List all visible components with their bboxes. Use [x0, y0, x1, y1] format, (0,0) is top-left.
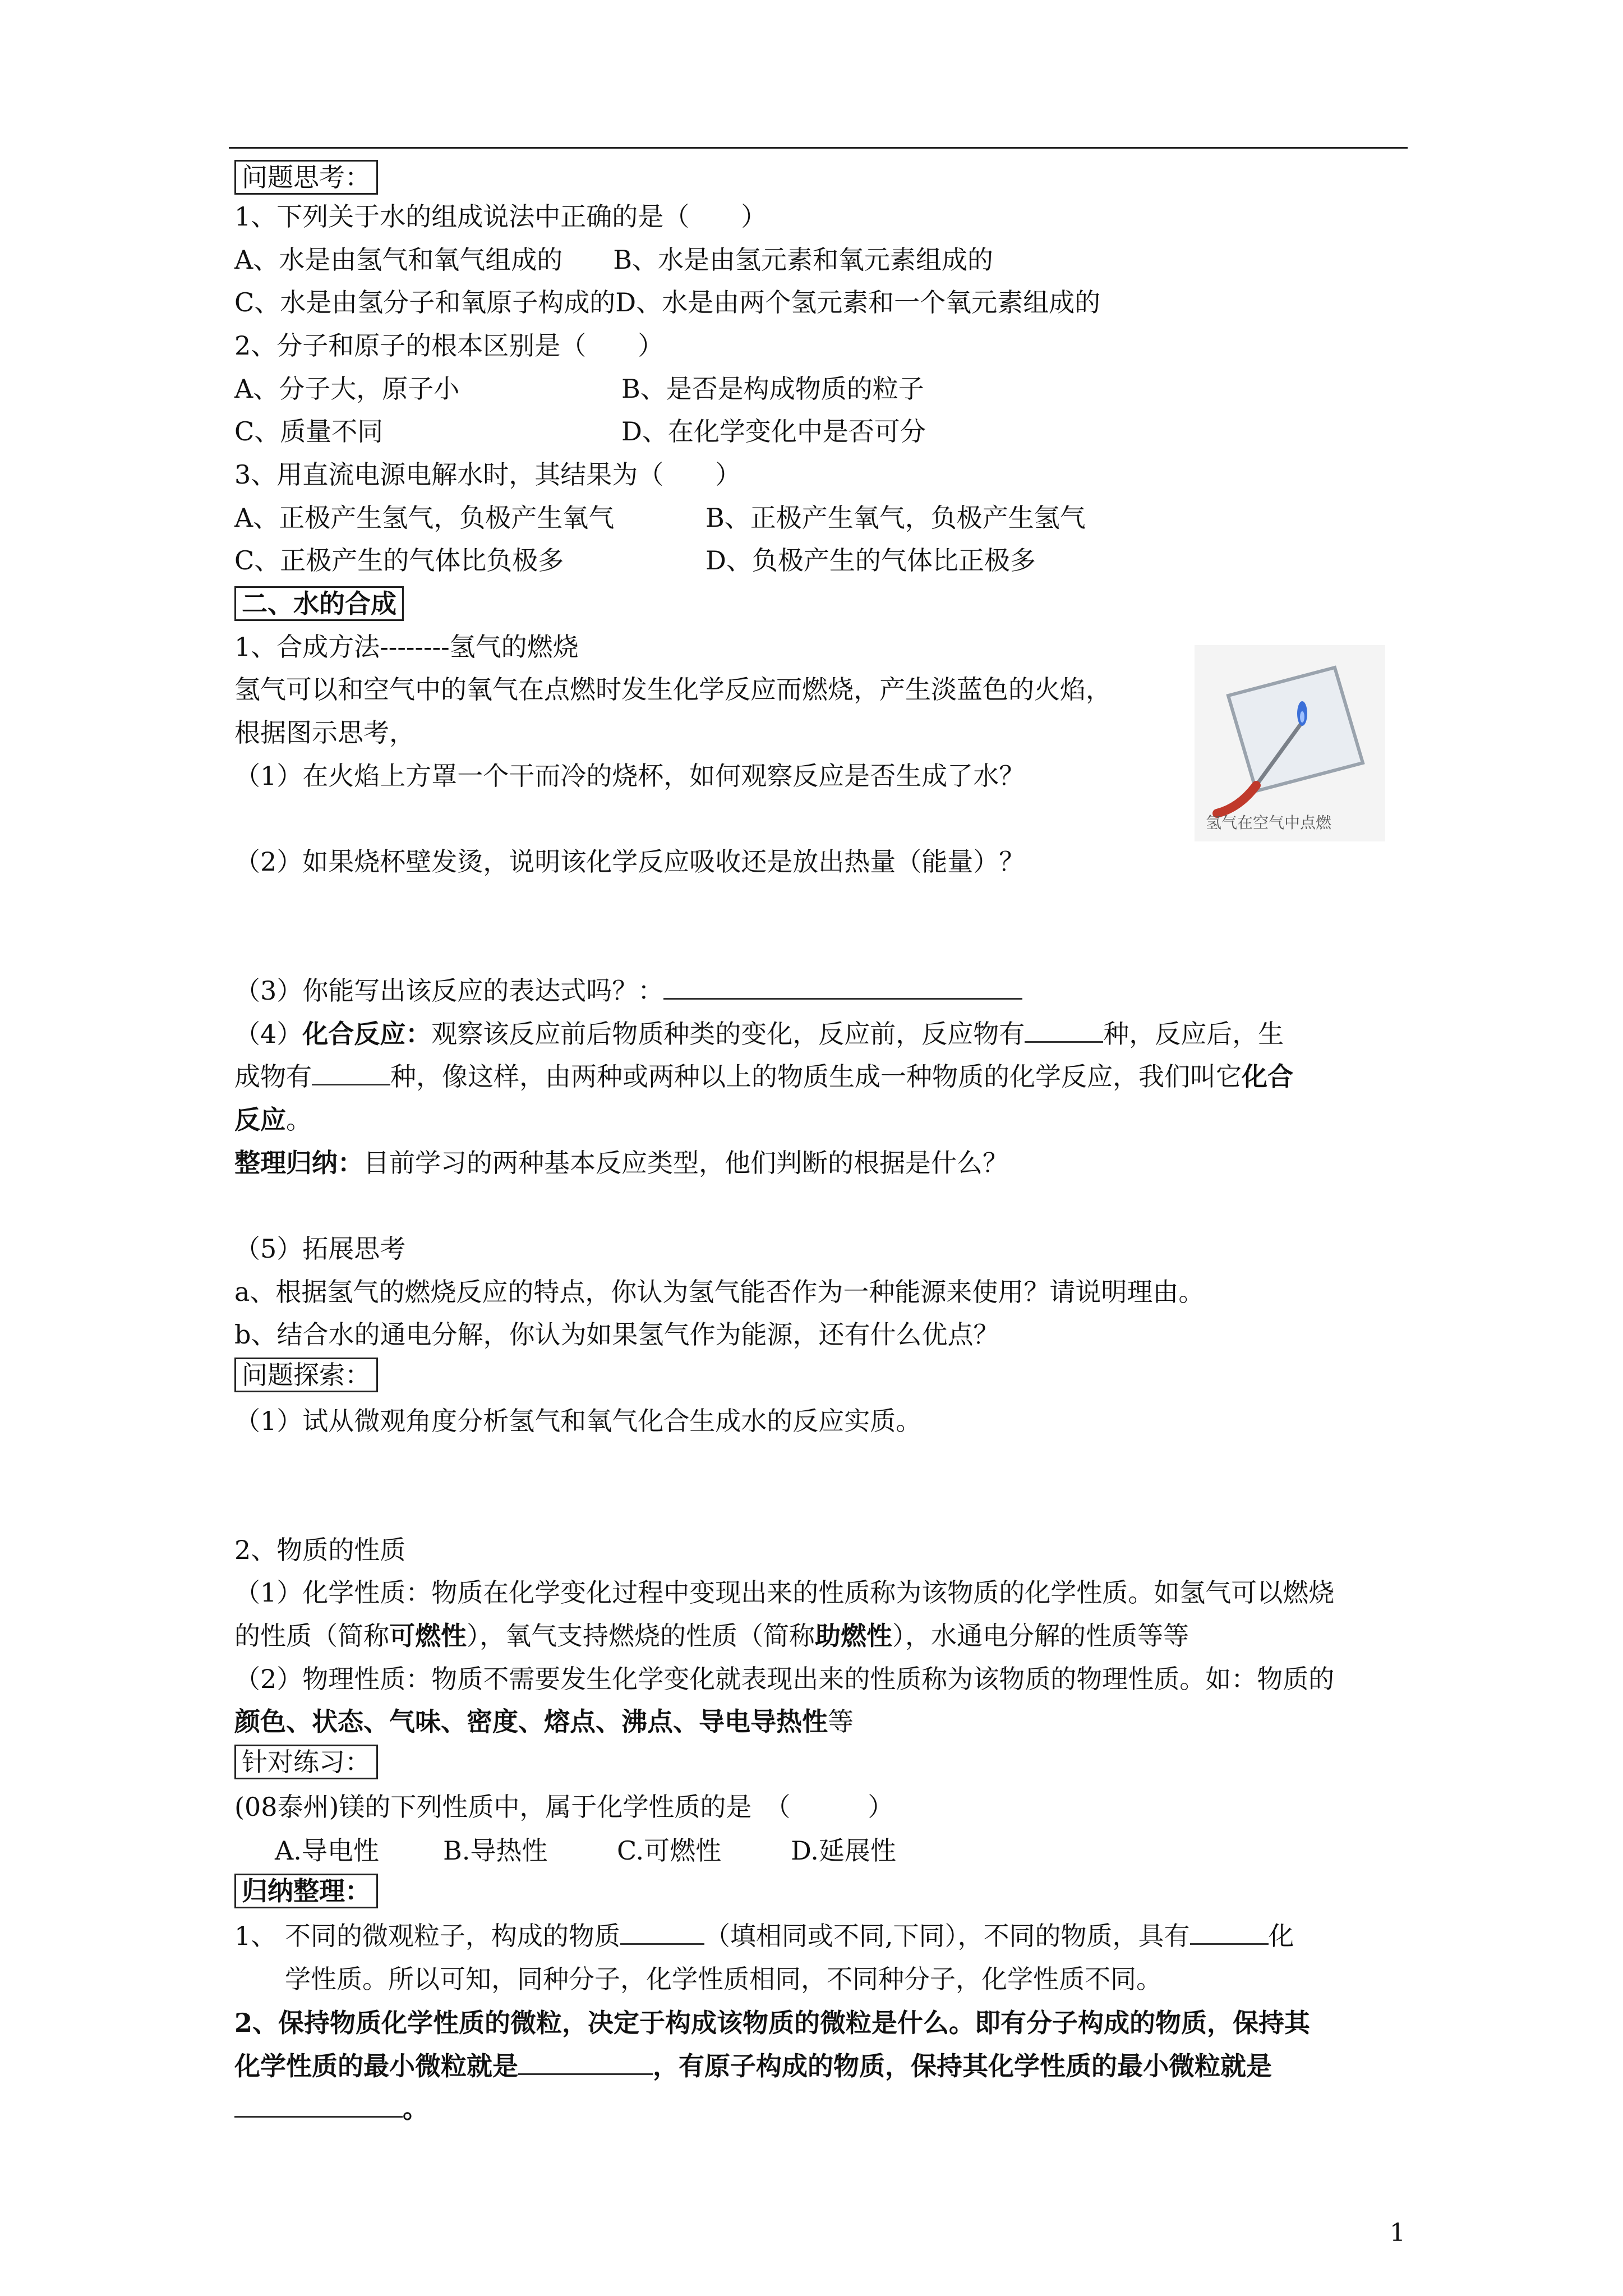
- extension-question-a: a、根据氢气的燃烧反应的特点，你认为氢气能否作为一种能源来使用？请说明理由。: [234, 1277, 1205, 1307]
- question-1-options-ab: A、水是由氢气和氧气组成的 B、水是由氢元素和氧元素组成的: [234, 245, 994, 275]
- physical-property-line-2: 颜色、状态、气味、密度、熔点、沸点、导电导热性等: [234, 1706, 854, 1737]
- practice-heading: 针对练习：: [234, 1745, 378, 1779]
- wrap-up-1-line-1: 1、 不同的微观粒子，构成的物质 （填相同或不同,下同），不同的物质，具有 化: [234, 1921, 1294, 1951]
- synthesis-paragraph-2: 根据图示思考，: [234, 717, 415, 748]
- synthesis-question-2: （2）如果烧杯壁发烫，说明该化学反应吸收还是放出热量（能量）？: [234, 846, 1025, 877]
- header-rule: [229, 147, 1408, 149]
- summary-line: 整理归纳：目前学习的两种基本反应类型，他们判断的根据是什么？: [234, 1148, 1008, 1178]
- question-3: 3、用直流电源电解水时，其结果为（ ）: [234, 459, 741, 490]
- figure-caption: 氢气在空气中点燃: [1206, 813, 1332, 832]
- explore-question-1: （1）试从微观角度分析氢气和氧气化合生成水的反应实质。: [234, 1406, 922, 1436]
- extension-question-b: b、结合水的通电分解，你认为如果氢气作为能源，还有什么优点？: [234, 1319, 999, 1350]
- chemical-property-line-2: 的性质（简称可燃性），氧气支持燃烧的性质（简称助燃性），水通电分解的性质等等: [234, 1621, 1189, 1651]
- chemical-property-line-1: （1）化学性质：物质在化学变化过程中变现出来的性质称为该物质的化学性质。如氢气可以燃烧: [234, 1577, 1335, 1608]
- synthesis-question-4-line-1: （4）化合反应：观察该反应前后物质种类的变化，反应前，反应物有 种，反应后，生: [234, 1019, 1284, 1049]
- question-3-options-ab: A、正极产生氢气，负极产生氧气 B、正极产生氧气，负极产生氢气: [234, 503, 1086, 533]
- physical-property-line-1: （2）物理性质：物质不需要发生化学变化就表现出来的性质称为该物质的物理性质。如：物质的: [234, 1664, 1335, 1694]
- synthesis-paragraph-1: 氢气可以和空气中的氧气在点燃时发生化学反应而燃烧，产生淡蓝色的火焰，: [234, 674, 1112, 705]
- explore-heading: 问题探索：: [234, 1358, 378, 1392]
- question-2-options-ab: A、分子大，原子小 B、是否是构成物质的粒子: [234, 374, 924, 404]
- page-number: 1: [1390, 2219, 1405, 2247]
- synthesis-question-4-line-3: 反应。: [234, 1105, 312, 1135]
- section-2-heading: 二、水的合成: [234, 586, 404, 621]
- question-3-options-cd: C、正极产生的气体比负极多 D、负极产生的气体比正极多: [234, 545, 1036, 576]
- question-1-options-cd: C、水是由氢分子和氧原子构成的D、水是由两个氢元素和一个氧元素组成的: [234, 287, 1101, 318]
- extension-heading: （5）拓展思考: [234, 1234, 406, 1264]
- practice-question: (08泰州)镁的下列性质中，属于化学性质的是 （ ）: [234, 1792, 894, 1822]
- question-2-options-cd: C、质量不同 D、在化学变化中是否可分: [234, 416, 926, 447]
- wrap-up-heading: 归纳整理：: [234, 1874, 378, 1908]
- synthesis-question-4-line-2: 成物有 种，像这样，由两种或两种以上的物质生成一种物质的化学反应，我们叫它化合: [234, 1061, 1293, 1092]
- synthesis-question-3: （3）你能写出该反应的表达式吗？：: [234, 973, 1022, 1008]
- synthesis-question-1: （1）在火焰上方罩一个干而冷的烧杯，如何观察反应是否生成了水？: [234, 761, 1025, 791]
- synthesis-method: 1、合成方法--------氢气的燃烧: [234, 632, 579, 662]
- practice-options: A.导电性 B.导热性 C.可燃性 D.延展性: [275, 1835, 896, 1866]
- question-2: 2、分子和原子的根本区别是（ ）: [234, 330, 664, 361]
- wrap-up-2-line-3: 。: [234, 2091, 428, 2126]
- question-heading: 问题思考：: [234, 160, 378, 195]
- wrap-up-2-line-2: 化学性质的最小微粒就是 ，有原子构成的物质，保持其化学性质的最小微粒就是: [234, 2051, 1272, 2081]
- wrap-up-2-line-1: 2、保持物质化学性质的微粒，决定于构成该物质的微粒是什么。即有分子构成的物质，保持其: [234, 2008, 1311, 2038]
- question-1: 1、下列关于水的组成说法中正确的是（ ）: [234, 201, 767, 232]
- wrap-up-1-line-2: 学性质。所以可知，同种分子，化学性质相同，不同种分子，化学性质不同。: [285, 1964, 1162, 1994]
- properties-heading: 2、物质的性质: [234, 1535, 406, 1565]
